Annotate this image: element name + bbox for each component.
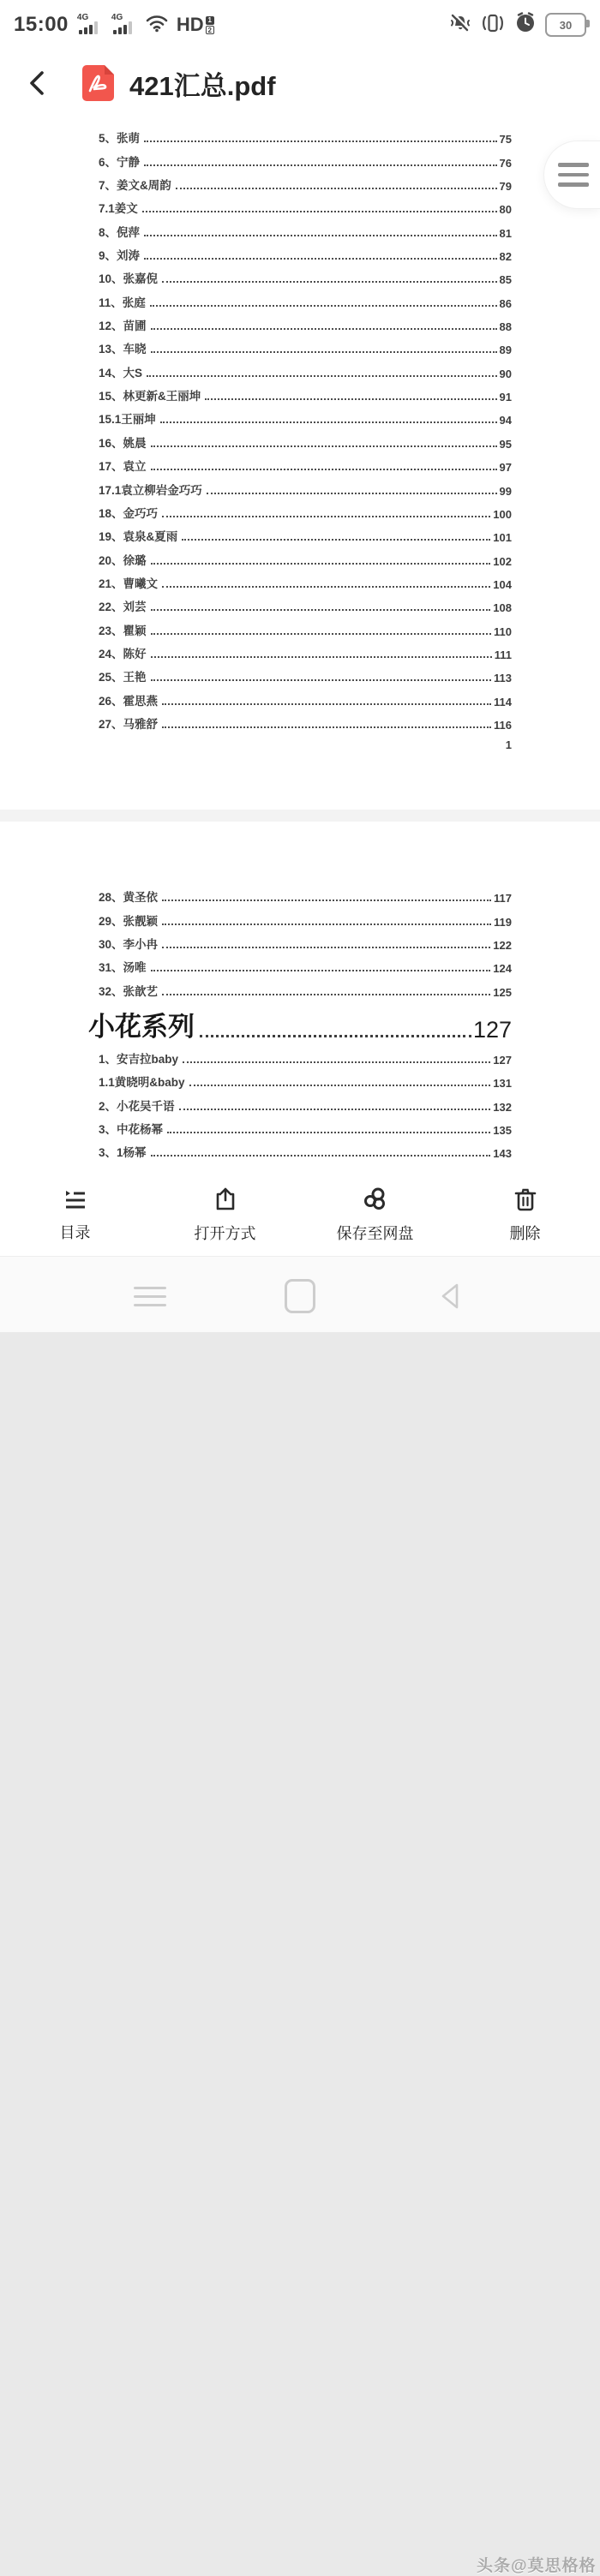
toc-entry-title: 5、张萌 xyxy=(99,132,141,146)
dotted-leader xyxy=(151,679,491,681)
toc-entry-title: 22、刘芸 xyxy=(99,601,147,614)
toc-entry[interactable] xyxy=(99,149,512,172)
toc-entry-page: 104 xyxy=(493,577,512,591)
toc-entry-page: 90 xyxy=(499,367,512,380)
dotted-leader xyxy=(167,1132,490,1133)
dotted-leader xyxy=(162,586,490,588)
toc-entry-title: 15、林更新&王丽坤 xyxy=(99,390,201,403)
toc-entry-page: 89 xyxy=(499,344,512,357)
home-button[interactable] xyxy=(276,1277,324,1315)
vibrate-icon xyxy=(480,12,506,39)
open-with-icon xyxy=(213,1186,238,1212)
toc-entry-page: 81 xyxy=(499,226,512,240)
pdf-file-icon xyxy=(82,65,114,101)
dotted-leader xyxy=(151,328,497,330)
toc-entry[interactable] xyxy=(99,196,512,219)
toc-entry[interactable] xyxy=(99,360,512,383)
dotted-leader xyxy=(200,1035,471,1037)
toc-entry[interactable] xyxy=(99,290,512,313)
toc-entry-page: 110 xyxy=(494,625,512,638)
dotted-leader xyxy=(144,140,497,142)
section-title: 小花系列 xyxy=(88,1011,195,1042)
dotted-leader xyxy=(144,258,497,260)
page-number-footer: 1 xyxy=(505,738,512,751)
pdf-page-1 xyxy=(0,117,600,810)
toc-entry-title: 3、1杨幂 xyxy=(99,1146,147,1160)
toc-entry-page: 111 xyxy=(494,648,512,661)
document-title: 421汇总.pdf xyxy=(129,70,276,101)
menu-icon xyxy=(134,1287,166,1306)
section-page: 127 xyxy=(472,1016,512,1043)
toc-entry-page: 124 xyxy=(493,962,512,976)
dotted-leader xyxy=(160,421,497,423)
toc-entry-title: 32、张歆艺 xyxy=(99,984,159,998)
toc-entry-page: 91 xyxy=(499,391,512,404)
save-to-cloud-button[interactable]: 保存至网盘 xyxy=(300,1186,450,1244)
dotted-leader xyxy=(182,539,490,541)
dotted-leader xyxy=(151,970,491,971)
toc-entry[interactable] xyxy=(99,266,512,290)
toc-entry-page: 88 xyxy=(499,320,512,334)
toc-entry-title: 7、姜文&周韵 xyxy=(99,179,171,193)
dotted-leader xyxy=(207,493,497,494)
dotted-leader xyxy=(151,656,492,658)
toc-entry[interactable] xyxy=(99,885,512,908)
toc-entry[interactable] xyxy=(99,1117,512,1140)
toc-entry-page: 143 xyxy=(493,1147,512,1161)
toc-entry-page: 75 xyxy=(499,133,512,146)
toc-entry[interactable] xyxy=(99,642,512,665)
toc-entry-title: 2、小花吴千语 xyxy=(99,1099,175,1113)
toc-entry-page: 125 xyxy=(493,985,512,999)
toc-entry[interactable] xyxy=(99,595,512,618)
toc-entry-title: 13、车晓 xyxy=(99,343,147,356)
pdf-page-2 xyxy=(0,822,600,1174)
dotted-leader xyxy=(162,281,497,283)
toc-entry[interactable] xyxy=(99,430,512,453)
hd-voice-icon: HD 1 2 xyxy=(177,15,214,34)
toc-entry[interactable] xyxy=(99,978,512,1001)
dotted-leader xyxy=(151,445,497,447)
status-bar xyxy=(0,0,600,50)
back-nav-button[interactable] xyxy=(426,1277,474,1315)
toc-entry[interactable] xyxy=(99,501,512,524)
toc-entry-page: 82 xyxy=(499,250,512,264)
toc-entry-title: 3、中花杨幂 xyxy=(99,1123,164,1137)
toc-entry-title: 10、张嘉倪 xyxy=(99,272,159,286)
dotted-leader xyxy=(162,516,490,517)
cloud-drive-icon xyxy=(362,1186,389,1212)
toc-entry-title: 28、黄圣依 xyxy=(99,891,159,905)
dotted-leader xyxy=(183,1061,490,1063)
dotted-leader xyxy=(147,375,497,377)
dotted-leader xyxy=(176,188,497,189)
toc-entry-page: 97 xyxy=(499,461,512,475)
toc-entry-title: 31、汤唯 xyxy=(99,961,147,975)
toc-entry-title: 11、张庭 xyxy=(99,296,146,309)
toc-entry[interactable] xyxy=(99,126,512,149)
toc-entry-title: 9、刘涛 xyxy=(99,249,141,263)
signal-4g-icon: 4G xyxy=(77,14,103,36)
toc-entry-title: 15.1王丽坤 xyxy=(99,413,156,427)
page-separator xyxy=(0,810,600,822)
back-button[interactable] xyxy=(26,69,48,98)
toc-entry-title: 7.1姜文 xyxy=(99,202,138,216)
dotted-leader xyxy=(205,398,496,400)
toc-entry-page: 132 xyxy=(493,1100,512,1114)
toc-entry-title: 18、金巧巧 xyxy=(99,506,159,520)
dotted-leader xyxy=(151,469,497,470)
toc-entry[interactable] xyxy=(99,477,512,500)
toc-entry[interactable] xyxy=(99,688,512,711)
recents-button[interactable] xyxy=(126,1277,174,1315)
delete-button[interactable]: 删除 xyxy=(450,1186,600,1244)
toc-entry-title: 1.1黄晓明&baby xyxy=(99,1076,185,1090)
toc-entry[interactable] xyxy=(99,173,512,196)
toc-entry-page: 113 xyxy=(494,672,512,685)
toc-entry[interactable] xyxy=(99,932,512,955)
toc-entry-title: 27、马雅舒 xyxy=(99,717,159,731)
toc-entry[interactable] xyxy=(99,571,512,595)
dotted-leader xyxy=(151,633,491,635)
back-chevron-icon xyxy=(26,69,48,98)
app-header xyxy=(0,50,600,117)
toc-entry-page: 127 xyxy=(493,1054,512,1067)
dotted-leader xyxy=(162,900,491,901)
toc-entry-page: 76 xyxy=(499,156,512,170)
toc-entry[interactable] xyxy=(99,1047,512,1070)
toc-entry[interactable] xyxy=(99,407,512,430)
toc-entry[interactable] xyxy=(99,314,512,337)
toc-entry-title: 14、大S xyxy=(99,366,143,380)
wifi-icon xyxy=(146,14,168,37)
menu-lines-icon xyxy=(558,163,589,167)
toc-entry-page: 94 xyxy=(499,414,512,427)
dotted-leader xyxy=(150,305,497,307)
toc-entry[interactable] xyxy=(99,712,512,735)
toc-entry[interactable] xyxy=(99,524,512,547)
toc-entry-page: 117 xyxy=(494,892,512,905)
dotted-leader xyxy=(189,1085,491,1086)
battery-icon: 30 xyxy=(545,13,586,37)
toc-entry-page: 135 xyxy=(493,1124,512,1138)
dotted-leader xyxy=(151,609,491,611)
toc-entry[interactable] xyxy=(99,955,512,978)
toc-entry-title: 6、宁静 xyxy=(99,155,141,169)
toc-entry[interactable] xyxy=(99,1093,512,1116)
toc-entry-title: 17、袁立 xyxy=(99,460,147,474)
toc-entry-title: 26、霍思燕 xyxy=(99,694,159,708)
signal-4g-icon: 4G xyxy=(111,14,137,36)
dotted-leader xyxy=(162,726,491,728)
toc-entry-page: 119 xyxy=(494,915,512,929)
toc-entry-title: 29、张靓颖 xyxy=(99,914,159,928)
toc-entry[interactable] xyxy=(99,384,512,407)
toc-entry-page: 108 xyxy=(493,601,512,615)
toc-entry-page: 99 xyxy=(499,484,512,498)
alarm-clock-icon xyxy=(514,12,537,39)
dotted-leader xyxy=(142,211,497,212)
toc-entry-title: 30、李小冉 xyxy=(99,938,159,952)
toc-entry-page: 122 xyxy=(493,939,512,953)
toc-entry-title: 21、曹曦文 xyxy=(99,577,159,590)
toc-entry-title: 1、安吉拉baby xyxy=(99,1053,179,1067)
toc-entry[interactable] xyxy=(99,219,512,242)
dotted-leader xyxy=(162,703,491,705)
toc-entry-title: 8、倪萍 xyxy=(99,225,141,239)
dotted-leader xyxy=(179,1109,491,1110)
toc-entry-title: 24、陈好 xyxy=(99,647,147,660)
toc-entry-title: 19、袁泉&夏雨 xyxy=(99,530,178,544)
toc-entry[interactable] xyxy=(99,908,512,931)
toc-entry-title: 23、瞿颖 xyxy=(99,624,147,637)
dotted-leader xyxy=(144,164,497,166)
dotted-leader xyxy=(162,923,491,925)
toc-entry-page: 80 xyxy=(499,203,512,217)
toc-entry-page: 100 xyxy=(493,507,512,521)
dotted-leader xyxy=(151,1155,491,1157)
home-icon xyxy=(285,1279,315,1313)
toc-entry-page: 102 xyxy=(493,554,512,568)
mute-icon xyxy=(449,13,471,38)
dotted-leader xyxy=(144,235,497,236)
toc-section-heading[interactable] xyxy=(88,1006,512,1045)
back-triangle-icon xyxy=(436,1281,464,1312)
toc-entry-title: 17.1袁立柳岩金巧巧 xyxy=(99,483,202,497)
clock-time: 15:00 xyxy=(14,13,69,36)
dotted-leader xyxy=(151,563,491,565)
toc-entry-page: 131 xyxy=(493,1077,512,1091)
toc-icon xyxy=(63,1187,88,1211)
open-with-button[interactable]: 打开方式 xyxy=(150,1186,300,1244)
dotted-leader xyxy=(162,994,490,995)
toc-entry-page: 95 xyxy=(499,437,512,451)
dotted-leader xyxy=(162,947,490,948)
android-nav-bar xyxy=(0,1256,600,2575)
toc-entry[interactable] xyxy=(99,243,512,266)
bottom-toolbar xyxy=(0,1174,600,1256)
toc-entry-page: 79 xyxy=(499,180,512,194)
dotted-leader xyxy=(151,351,497,353)
toc-entry[interactable] xyxy=(99,1140,512,1163)
toc-entry-title: 16、姚晨 xyxy=(99,436,147,450)
toc-entry-page: 85 xyxy=(499,273,512,287)
watermark-text: 头条@莫思格格 xyxy=(477,2557,597,2575)
toc-entry[interactable] xyxy=(99,1070,512,1093)
toc-entry-page: 116 xyxy=(494,718,512,732)
toc-entry[interactable] xyxy=(99,665,512,688)
toc-entry[interactable] xyxy=(99,547,512,571)
toc-entry[interactable] xyxy=(99,618,512,641)
toc-entry-title: 20、徐璐 xyxy=(99,553,147,567)
toc-entry[interactable] xyxy=(99,337,512,360)
toc-button[interactable]: 目录 xyxy=(0,1187,150,1243)
toc-entry[interactable] xyxy=(99,454,512,477)
toc-entry-page: 86 xyxy=(499,296,512,310)
toc-entry-page: 114 xyxy=(494,695,512,708)
toc-entry-title: 25、王艳 xyxy=(99,671,147,684)
toc-entry-page: 101 xyxy=(493,531,512,545)
toc-entry-title: 12、苗圃 xyxy=(99,320,147,333)
delete-icon xyxy=(513,1186,537,1212)
